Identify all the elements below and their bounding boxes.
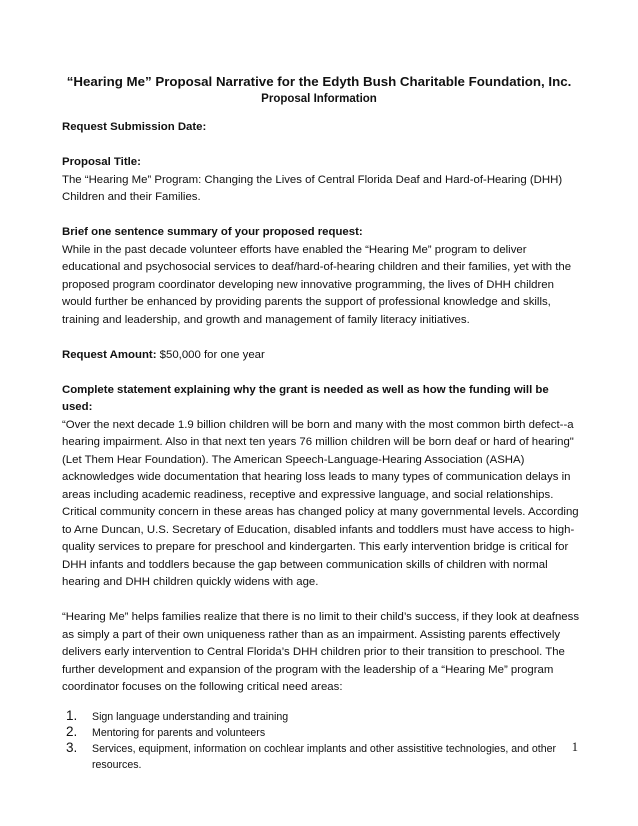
statement-label: Complete statement explaining why the grant is needed as well as how the funding will be used: xyxy=(62,383,549,413)
proposal-title-label: Proposal Title: xyxy=(62,156,141,168)
request-amount-value: $50,000 for one year xyxy=(159,348,265,361)
list-item-text: Services, equipment, information on cochlear implants and other assistitive technologies, and other resources. xyxy=(92,742,557,771)
critical-needs-list xyxy=(62,709,582,773)
request-amount-line xyxy=(62,347,582,365)
list-item xyxy=(66,725,582,741)
proposal-title-value: The “Hearing Me” Program: Changing the Lives of Central Florida Deaf and Hard-of-Hearing (DHH) Children and their Families. xyxy=(62,173,563,203)
submission-date-label: Request Submission Date: xyxy=(62,121,207,133)
list-item-text: Mentoring for parents and volunteers xyxy=(92,726,266,739)
document-body xyxy=(62,119,582,773)
list-item xyxy=(66,709,582,725)
summary-value: While in the past decade volunteer efforts have enabled the “Hearing Me” program to deliver educational and psychosocial services to deaf/hard-of-hearing children and their families, yet with the proposed program coordinator developing new innovative programming, the lives of DHH children would further be enhanced by providing parents the support of professional knowledge and skills, training and leadership, and growth and management of family literacy initiatives. xyxy=(62,243,572,326)
list-item-number: 2. xyxy=(66,723,78,739)
document-title: “Hearing Me” Proposal Narrative for the Edyth Bush Charitable Foundation, Inc. xyxy=(66,74,572,89)
summary-label: Brief one sentence summary of your proposed request: xyxy=(62,226,363,238)
list-item-number: 1. xyxy=(66,707,78,723)
request-amount-label: Request Amount: xyxy=(62,348,157,361)
statement-paragraph-1: “Over the next decade 1.9 billion children will be born and many with the most common birth defect--a hearing impairment. Also in that next ten years 76 million children will be born deaf or hard of hearing" (Let Them Hear Foundation). The American Speech-Language-Hearing Association (ASHA) acknowledges wide documentation that hearing loss leads to many types of communication delays in areas including academic readiness, receptive and expressive language, and social relationships. Critical community concern in these areas has changed policy at many governmental levels. According to Arne Duncan, U.S. Secretary of Education, disabled infants and toddlers must have access to high-quality services to prepare for preschool and kindergarten. This early intervention bridge is critical for DHH infants and toddlers because the gap between communication skills of children with normal hearing and DHH children quickly widens with age. xyxy=(62,418,579,588)
list-item-text: Sign language understanding and training xyxy=(92,710,289,723)
statement-paragraph-2: “Hearing Me” helps families realize that there is no limit to their child’s success, if they look at deafness as simply a part of their own uniqueness rather than as an impairment. Assisting parents effectively delivers early intervention to Central Florida’s DHH children prior to their transition to preschool. The further development and expansion of the program with the leadership of a “Hearing Me” program coordinator focuses on the following critical need areas: xyxy=(62,611,580,693)
list-item xyxy=(66,741,582,773)
page-number: 1 xyxy=(571,740,578,754)
list-item-number: 3. xyxy=(66,739,78,755)
document-subtitle: Proposal Information xyxy=(261,93,377,105)
